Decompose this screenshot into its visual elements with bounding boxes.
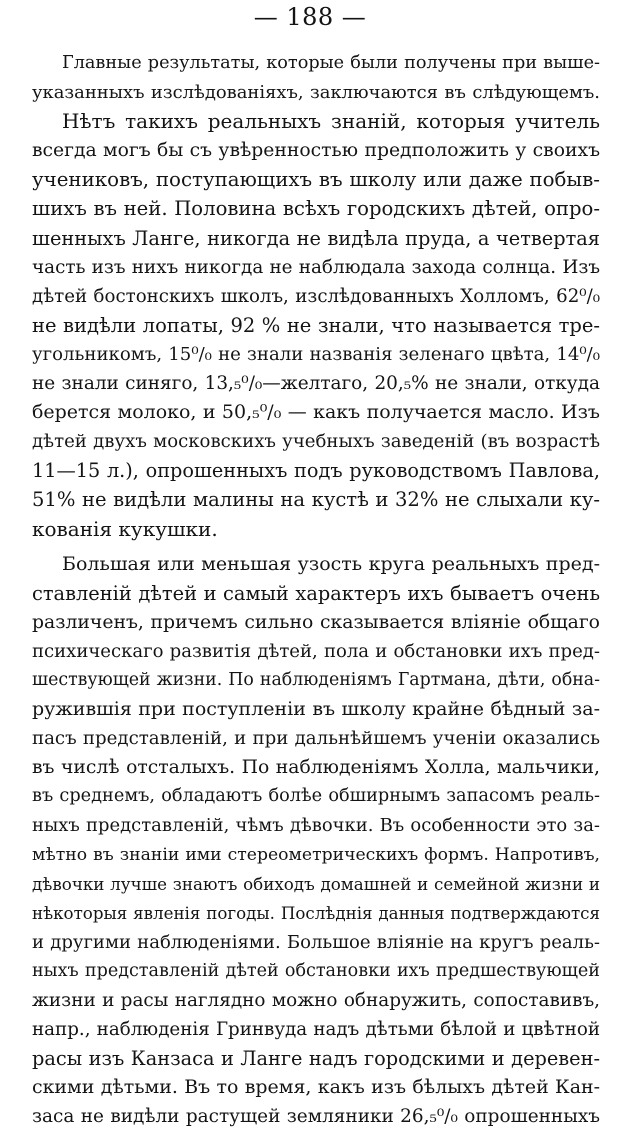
text-line: пасъ представленій, и при дальнѣйшемъ ученіи оказались: [32, 728, 600, 750]
text-line: шихъ въ ней. Половина всѣхъ городскихъ дѣтей, опро-: [32, 197, 600, 221]
paragraph-2: [32, 107, 600, 543]
text-line: напр., наблюденія Гринвуда надъ дѣтьми бѣлой и цвѣтной: [32, 1019, 600, 1041]
text-line: не видѣли лопаты, 92 % не знали, что называется тре-: [32, 313, 600, 337]
text-line: скими дѣтьми. Въ то время, какъ изъ бѣлыхъ дѣтей Кан-: [32, 1076, 600, 1099]
text-line: ружившія при поступленіи въ школу крайне бѣдный за-: [32, 698, 600, 721]
text-line: ныхъ представленій, чѣмъ дѣвочки. Въ особенности это за-: [32, 815, 600, 837]
text-line: дѣтей двухъ московскихъ учебныхъ заведеній (въ возрастѣ: [32, 431, 600, 453]
text-line: дѣтей бостонскихъ школъ, изслѣдованныхъ Холломъ, 62⁰/₀: [32, 285, 600, 307]
text-line: Большая или меньшая узость круга реальныхъ пред-: [62, 552, 600, 575]
text-line: психическаго развитія дѣтей, пола и обстановки ихъ пред-: [32, 640, 600, 662]
text-line: всегда могъ бы съ увѣренностью предположить у своихъ: [32, 140, 600, 162]
text-line: жизни и расы наглядно можно обнаружить, сопоставивъ,: [32, 990, 600, 1011]
text-line: и другими наблюденіями. Большое вліяніе на кругъ реаль-: [32, 931, 600, 953]
text-line: шествующей жизни. По наблюденіямъ Гартмана, дѣти, обна-: [32, 669, 600, 690]
text-line: угольникомъ, 15⁰/₀ не знали названія зеленаго цвѣта, 14⁰/₀: [32, 343, 600, 365]
text-line: указанныхъ изслѣдованіяхъ, заключаются въ слѣдующемъ.: [32, 82, 600, 104]
text-line: ныхъ представленій дѣтей обстановки ихъ предшествующей: [32, 960, 600, 981]
text-line: мѣтно въ знаніи ими стереометрическихъ формъ. Напротивъ,: [32, 844, 600, 865]
paragraph-1: [32, 49, 600, 107]
text-line: часть изъ нихъ никогда не наблюдала захода солнца. Изъ: [32, 256, 600, 278]
text-line: въ среднемъ, обладаютъ болѣе обширнымъ запасомъ реаль-: [32, 786, 600, 807]
text-line: 51% не видѣли малины на кустѣ и 32% не слыхали ку-: [32, 488, 600, 512]
text-line: не знали синяго, 13,₅⁰/₀—желтаго, 20,₅% не знали, откуда: [32, 373, 600, 395]
text-line: берется молоко, и 50,₅⁰/₀ — какъ получается масло. Изъ: [32, 401, 600, 424]
text-line: расы изъ Канзаса и Ланге надъ городскими и деревен-: [32, 1047, 600, 1071]
text-line: шенныхъ Ланге, никогда не видѣла пруда, а четвертая: [32, 226, 600, 250]
page-number: — 188 —: [253, 3, 367, 31]
text-line: учениковъ, поступающихъ въ школу или даже побыв-: [32, 168, 600, 192]
text-line: ставленій дѣтей и самый характеръ ихъ бываетъ очень: [32, 581, 600, 605]
text-line: Главные результаты, которые были получены при выше-: [62, 53, 600, 73]
body-text: [32, 49, 600, 1131]
text-line: 11—15 л.), опрошенныхъ подъ руководствомъ Павлова,: [32, 459, 600, 483]
text-line: нѣкоторыя явленія погоды. Послѣднія данныя подтверждаются: [32, 903, 600, 923]
text-line: дѣвочки лучше знаютъ обиходъ домашней и семейной жизни и: [32, 873, 600, 894]
text-line: въ числѣ отсталыхъ. По наблюденіямъ Холла, мальчики,: [32, 757, 600, 779]
text-line: Нѣтъ такихъ реальныхъ знаній, которыя учитель: [62, 109, 600, 134]
paragraph-3: [32, 550, 600, 1131]
text-line: заса не видѣли растущей земляники 26,₅⁰/₀ опрошенныхъ: [32, 1106, 600, 1128]
text-line: различенъ, причемъ сильно сказывается вліяніе общаго: [32, 611, 600, 633]
text-line: кованія кукушки.: [32, 516, 218, 541]
